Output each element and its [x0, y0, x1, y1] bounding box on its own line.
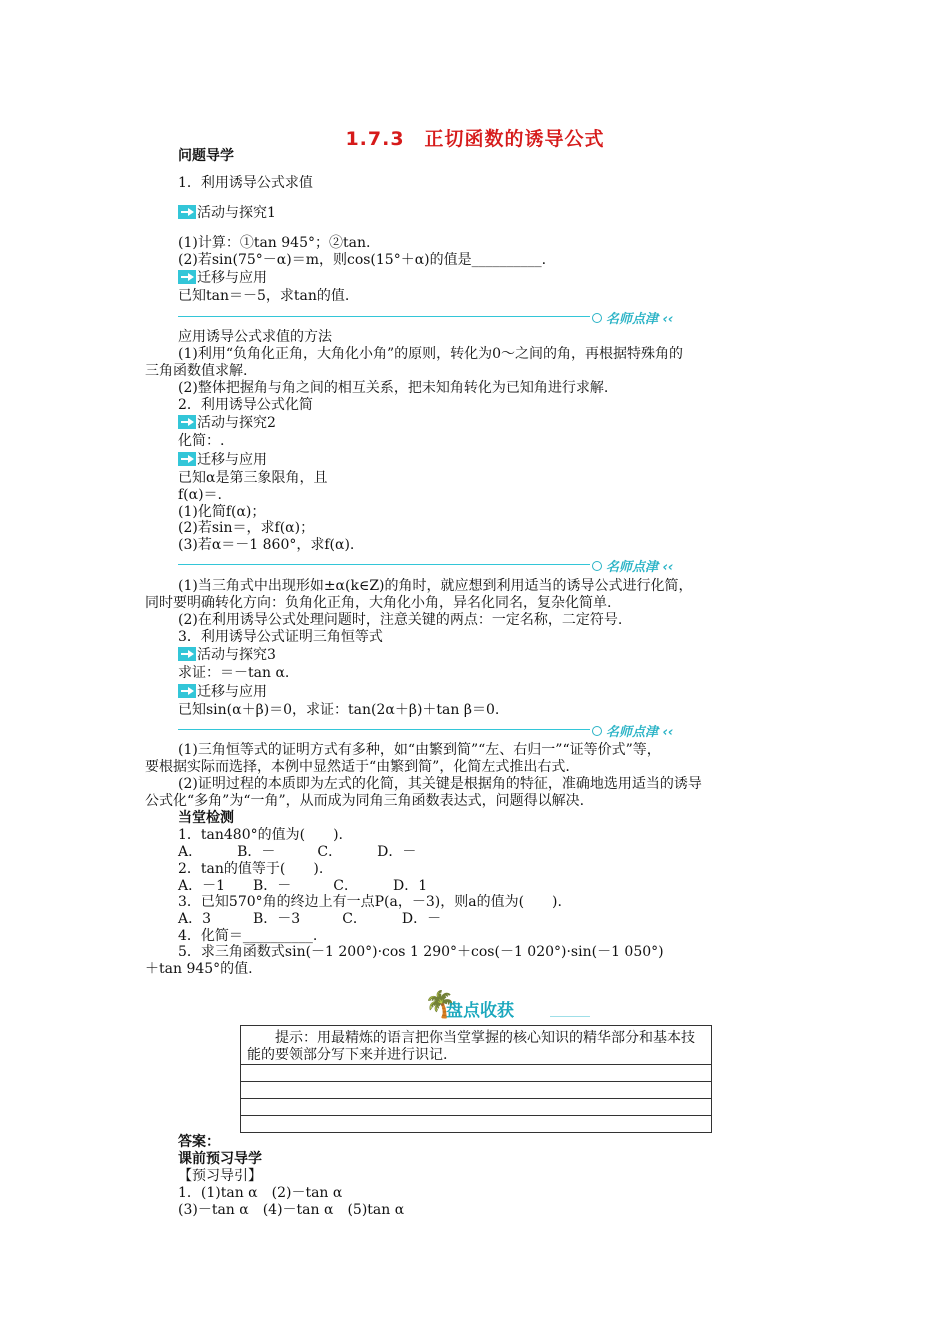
- method-title: 应用诱导公式求值的方法: [178, 329, 332, 345]
- activity-label: 活动与探究3: [178, 647, 276, 664]
- question-text: 已知sin(α＋β)＝0，求证：tan(2α＋β)＋tan β＝0.: [178, 702, 500, 718]
- tip-badge: 名师点津 ‹‹: [592, 721, 673, 740]
- notes-line: [241, 1081, 711, 1082]
- question-text: (2)若sin(75°－α)＝m，则cos(15°＋α)的值是__________.: [178, 252, 547, 268]
- arrow-icon: [178, 205, 196, 219]
- check-question: ＋tan 945°的值.: [145, 961, 253, 977]
- method-text: 同时要明确转化方向：负角化正角，大角化小角，异名化同名，复杂化简单.: [145, 595, 612, 611]
- transfer-label: 迁移与应用: [178, 684, 267, 701]
- check-question: 1．tan480°的值为( ).: [178, 827, 343, 843]
- summary-label: 盘点收获: [446, 1001, 514, 1021]
- activity-label: 活动与探究1: [178, 205, 276, 222]
- check-question: 5．求三角函数式sin(－1 200°)·cos 1 290°＋cos(－1 020°)·sin(－1 050°): [178, 944, 664, 960]
- check-question: 2．tan的值等于( ).: [178, 861, 324, 877]
- circle-icon: [592, 726, 602, 736]
- method-text: 要根据实际而选择，本例中显然适于“由繁到简”，化简左式推出右式.: [145, 759, 570, 775]
- question-text: 化简：.: [178, 433, 225, 449]
- answers-line: (3)－tan α (4)－tan α (5)tan α: [178, 1202, 405, 1218]
- notes-line: [241, 1064, 711, 1065]
- method-text: (1)当三角式中出现形如±α(k∈Z)的角时，就应想到利用适当的诱导公式进行化简，: [178, 578, 693, 594]
- notes-line: [241, 1115, 711, 1116]
- answers-subheading: 课前预习导学: [178, 1151, 262, 1167]
- answers-line: 1．(1)tan α (2)－tan α: [178, 1185, 343, 1201]
- page-title: 1.7.3 正切函数的诱导公式: [345, 128, 605, 150]
- tip-separator: [178, 308, 698, 326]
- transfer-label: 迁移与应用: [178, 270, 267, 287]
- method-text: (1)三角恒等式的证明方式有多种，如“由繁到简”“左、右归一”“证等价式”等，: [178, 742, 661, 758]
- check-heading: 当堂检测: [178, 810, 234, 826]
- separator-line: [178, 316, 590, 317]
- question-text: 已知tan＝－5，求tan的值.: [178, 288, 350, 304]
- circle-icon: [592, 561, 602, 571]
- tip-badge: 名师点津 ‹‹: [592, 556, 673, 575]
- tip-separator: [178, 721, 698, 739]
- question-text: (2)若sin＝，求f(α)；: [178, 520, 315, 536]
- method-text: (2)在利用诱导公式处理问题时，注意关键的两点：一定名称，二定符号.: [178, 612, 623, 628]
- question-text: (1)计算：①tan 945°；②tan.: [178, 235, 371, 251]
- question-text: (3)若α＝－1 860°，求f(α).: [178, 537, 355, 553]
- check-question: 3．已知570°角的终边上有一点P(a，－3)，则a的值为( ).: [178, 894, 562, 910]
- notes-box: [240, 1025, 712, 1133]
- method-text: 三角函数值求解.: [145, 363, 248, 379]
- arrow-icon: [178, 647, 196, 661]
- circle-icon: [592, 313, 602, 323]
- section-title: 1．利用诱导公式求值: [178, 175, 313, 191]
- notes-line: [241, 1098, 711, 1099]
- method-text: 公式化“多角”为“一角”，从而成为同角三角函数表达式，问题得以解决.: [145, 793, 585, 809]
- tip-badge: 名师点津 ‹‹: [592, 308, 673, 327]
- transfer-label: 迁移与应用: [178, 452, 267, 469]
- question-text: 已知α是第三象限角，且: [178, 470, 328, 486]
- method-text: (1)利用“负角化正角，大角化小角”的原则，转化为0～之间的角，再根据特殊角的: [178, 346, 684, 362]
- answers-bracket: 【预习导引】: [178, 1168, 262, 1184]
- answers-heading: 答案：: [178, 1134, 220, 1150]
- separator-line: [178, 729, 590, 730]
- section-title: 3．利用诱导公式证明三角恒等式: [178, 629, 383, 645]
- notes-tip: 提示：用最精炼的语言把你当堂掌握的核心知识的精华部分和基本技能的要领部分写下来并进行识记.: [247, 1030, 695, 1063]
- arrow-icon: [178, 684, 196, 698]
- section-heading: 问题导学: [178, 148, 234, 164]
- separator-line: [178, 564, 590, 565]
- check-options: A． B．－ C． D．－: [178, 844, 417, 860]
- arrow-icon: [178, 415, 196, 429]
- question-text: (1)化简f(α)；: [178, 504, 266, 520]
- arrow-icon: [178, 452, 196, 466]
- palm-tree-icon: 🌴: [424, 990, 457, 1020]
- method-text: (2)证明过程的本质即为左式的化简，其关键是根据角的特征，准确地选用适当的诱导: [178, 776, 702, 792]
- activity-label: 活动与探究2: [178, 415, 276, 432]
- check-options: A．3 B．－3 C． D．－: [178, 911, 442, 927]
- method-text: (2)整体把握角与角之间的相互关系，把未知角转化为已知角进行求解.: [178, 380, 609, 396]
- check-options: A．－1 B．－ C． D．1: [178, 878, 428, 894]
- arrow-icon: [178, 270, 196, 284]
- question-text: f(α)＝.: [178, 487, 223, 503]
- question-text: 求证：＝－tan α.: [178, 665, 290, 681]
- summary-banner: [400, 990, 600, 1026]
- check-question: 4．化简＝__________.: [178, 928, 318, 944]
- section-title: 2．利用诱导公式化简: [178, 397, 313, 413]
- swirl-decoration: [550, 1016, 590, 1017]
- tip-separator: [178, 556, 698, 574]
